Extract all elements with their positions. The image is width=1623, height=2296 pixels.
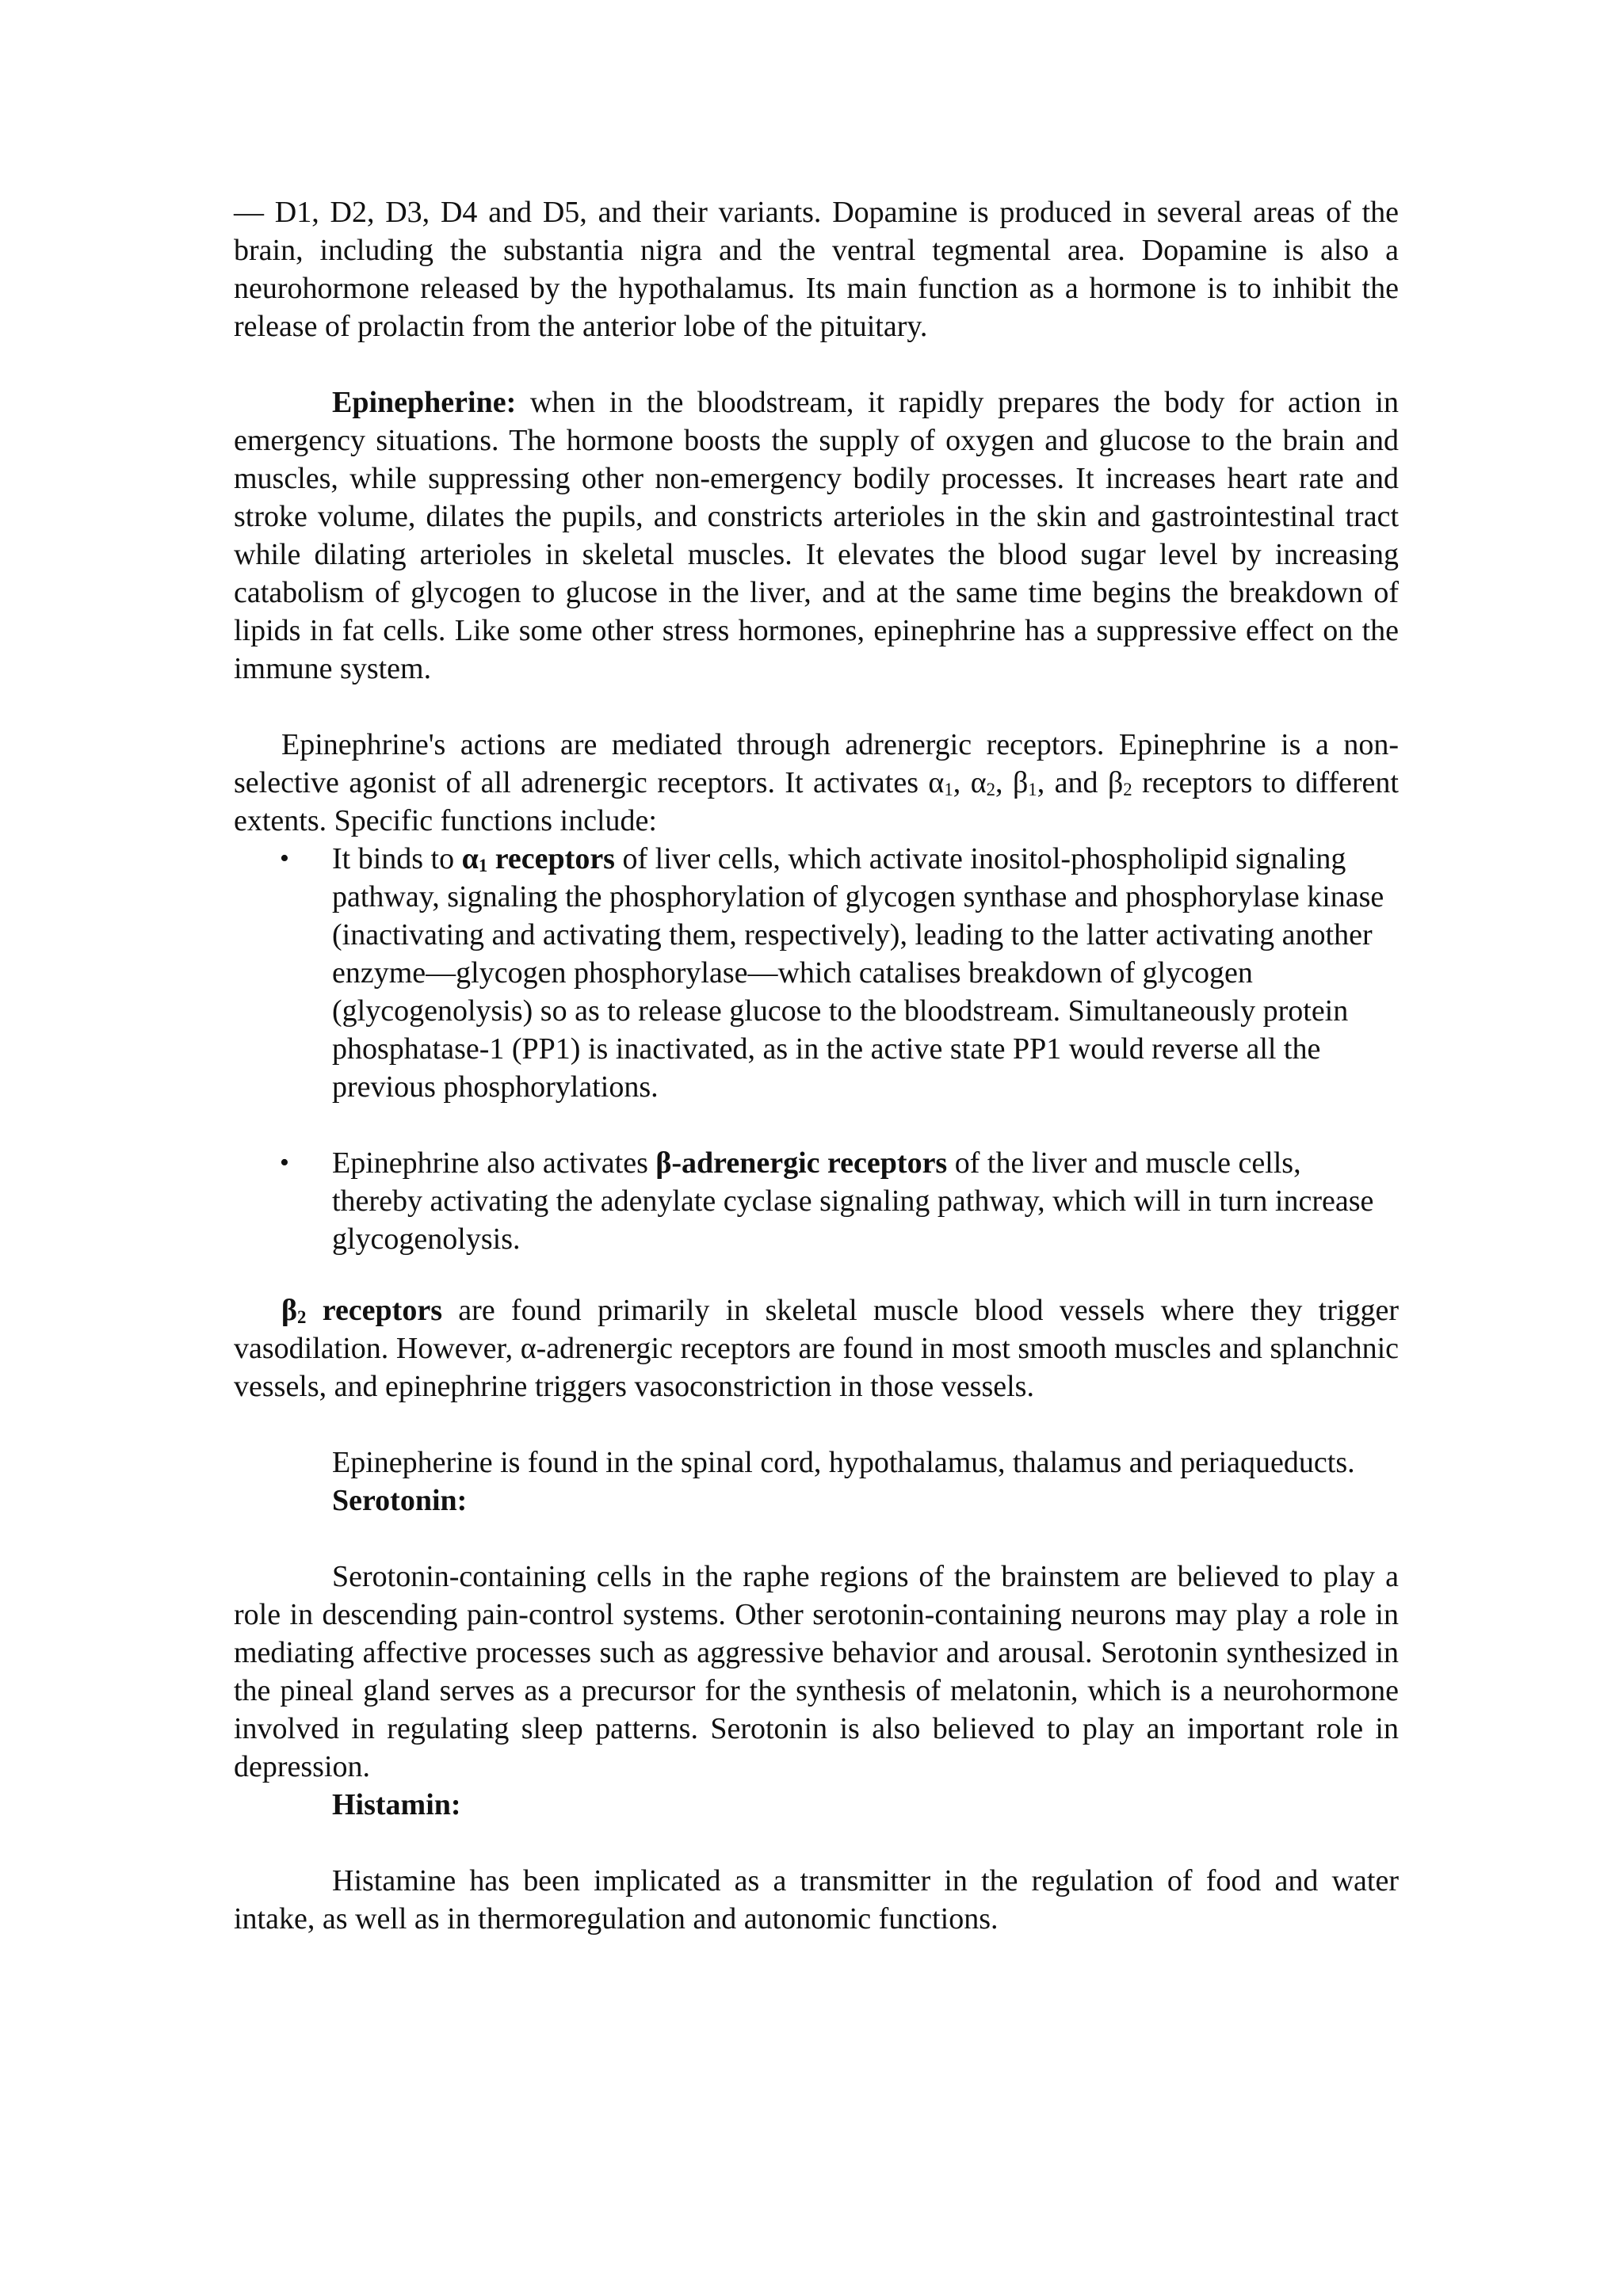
list-item [234,840,1399,1106]
bullet-icon: • [280,844,289,873]
bullet1-text: of liver cells, which activate inositol-phospholipid signaling pathway, signaling the phosphorylation of glycogen synthase and phosphorylase kinase (inactivating and activating them, respectively), leading to the latter activating another enzyme—glycogen phosphorylase—which catalises breakdown of glycogen (glycogenolysis) so as to release glucose to the bloodstream. Simultaneously protein phosphatase-1 (PP1) is inactivated, as in the active state PP1 would reverse all the previous phosphorylations. [332,842,1384,1104]
dopamine-paragraph: — D1, D2, D3, D4 and D5, and their variants. Dopamine is produced in several areas of the brain, including the substantia nigra and the ventral tegmental area. Dopamine is also a neurohormone released by the hypothalamus. Its main function as a hormone is to inhibit the release of prolactin from the anterior lobe of the pituitary. [234,196,1399,343]
histamin-paragraph: Histamine has been implicated as a transmitter in the regulation of food and water intake, as well as in thermoregulation and autonomic functions. [234,1864,1399,1936]
epinephrine-intro-text: when in the bloodstream, it rapidly prepares the body for action in emergency situations. The hormone boosts the supply of oxygen and glucose to the brain and muscles, while suppressing other non-emergency bodily processes. It increases heart rate and stroke volume, dilates the pupils, and constricts arterioles in the skin and gastrointestinal tract while dilating arterioles in skeletal muscles. It elevates the blood sugar level by increasing catabolism of glycogen to glucose in the liver, and at the same time begins the breakdown of lipids in fat cells. Like some other stress hormones, epinephrine has a suppressive effect on the immune system. [234,386,1399,685]
beta-adrenergic-term: β-adrenergic receptors [655,1146,948,1180]
bullet2-text: of the liver and muscle cells, thereby activating the adenylate cyclase signaling pathway, which will in turn increase glycogenolysis. [332,1146,1374,1256]
list-item [234,1144,1399,1258]
epinephrine-intro-paragraph [234,383,1399,688]
histamin-heading: Histamin: [332,1788,461,1821]
alpha2-subscript: 2 [986,780,996,799]
bullet2-prefix: Epinephrine also activates [332,1146,656,1180]
bullet-icon: • [280,1148,289,1177]
adrenergic-text-5: receptors to different extents. Specific functions include: [234,766,1399,837]
adrenergic-text-3: , β [995,766,1029,799]
beta2-receptors-paragraph [234,1291,1399,1405]
adrenergic-text-4: , and β [1037,766,1124,799]
adrenergic-receptors-paragraph [234,726,1399,840]
serotonin-paragraph: Serotonin-containing cells in the raphe regions of the brainstem are believed to play a role in descending pain-control systems. Other serotonin-containing neurons may play a role in mediating affective processes such as aggressive behavior and arousal. Serotonin synthesized in the pineal gland serves as a precursor for the synthesis of melatonin, which is a neurohormone involved in regulating sleep patterns. Serotonin is also believed to play an important role in depression. [234,1560,1399,1783]
document-page [234,193,1399,1938]
epinephrine-location-paragraph: Epinepherine is found in the spinal cord, hypothalamus, thalamus and periaqueducts. [332,1446,1355,1479]
alpha1-receptors-term: $\alpha_1$ receptors [461,842,615,875]
beta2-receptors-term: $\beta_2$ receptors [281,1294,442,1327]
beta2-subscript: 2 [1123,780,1132,799]
alpha1-subscript: 1 [944,780,953,799]
adrenergic-text-1: Epinephrine's actions are mediated through adrenergic receptors. Epinephrine is a non-selective agonist of all adrenergic receptors. It activates α [234,728,1399,799]
bullet1-prefix: It binds to [332,842,462,875]
adrenergic-text-2: , α [953,766,987,799]
beta1-subscript: 1 [1028,780,1037,799]
beta2-receptors-text: are found primarily in skeletal muscle blood vessels where they trigger vasodilation. However, α-adrenergic receptors are found in most smooth muscles and splanchnic vessels, and epinephrine triggers vasoconstriction in those vessels. [234,1294,1399,1403]
epinephrine-lead-term: Epinepherine: [332,386,517,419]
functions-list [234,840,1399,1258]
serotonin-heading: Serotonin: [332,1484,468,1517]
